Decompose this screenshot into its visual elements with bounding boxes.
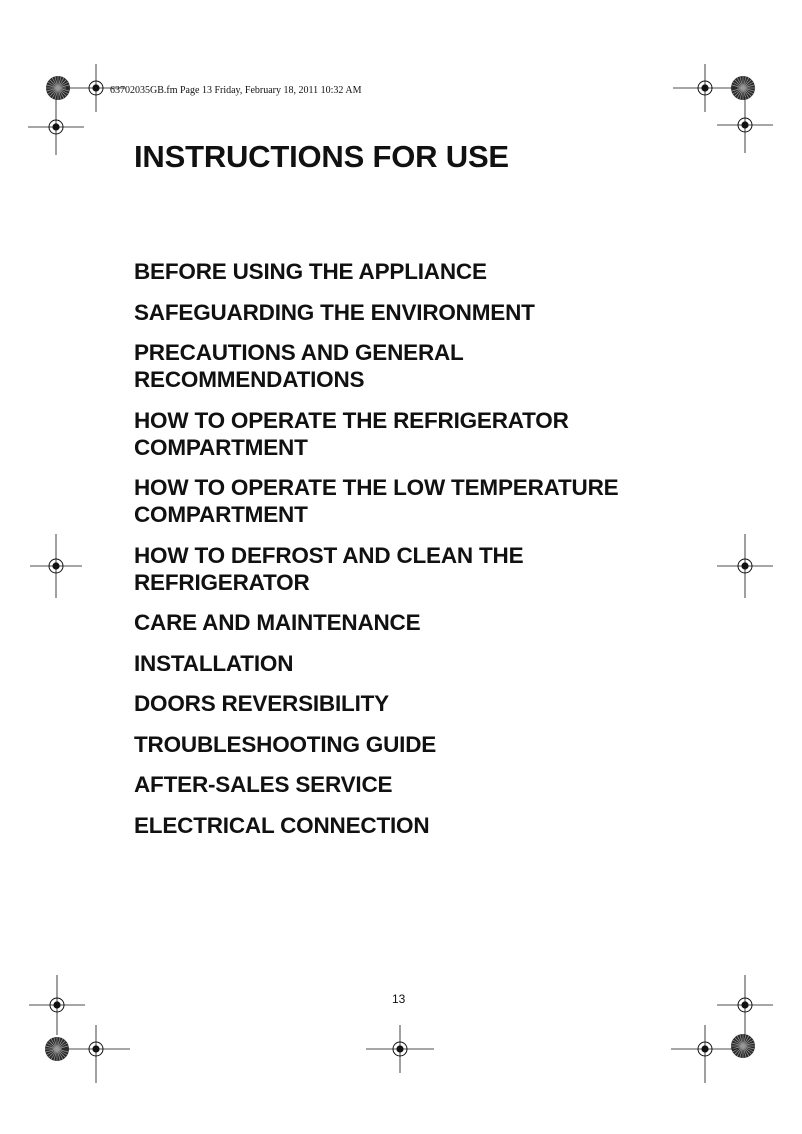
toc-item: ELECTRICAL CONNECTION: [134, 812, 430, 838]
registration-target-icon: [30, 534, 82, 598]
toc-item: HOW TO OPERATE THE REFRIGERATOR COMPARTMENT: [134, 407, 569, 460]
page-title: INSTRUCTIONS FOR USE: [134, 139, 509, 174]
toc-item: HOW TO OPERATE THE LOW TEMPERATURE COMPARTMENT: [134, 475, 619, 527]
registration-target-icon: [28, 99, 84, 155]
registration-target-icon: [671, 1025, 739, 1083]
toc-item: AFTER-SALES SERVICE: [134, 772, 393, 797]
toc-item: CARE AND MAINTENANCE: [134, 610, 421, 635]
toc-item: INSTALLATION: [134, 650, 294, 676]
toc-item: DOORS REVERSIBILITY: [134, 691, 389, 716]
table-of-contents: [134, 258, 694, 852]
print-file-info: 63702035GB.fm Page 13 Friday, February 18, 2011 10:32 AM: [110, 85, 362, 96]
registration-target-icon: [717, 97, 773, 153]
toc-item: TROUBLESHOOTING GUIDE: [134, 731, 437, 757]
page-number: 13: [392, 992, 406, 1006]
toc-item: SAFEGUARDING THE ENVIRONMENT: [134, 299, 535, 325]
registration-target-icon: [366, 1025, 434, 1073]
registration-target-icon: [62, 1025, 130, 1083]
toc-item: PRECAUTIONS AND GENERAL RECOMMENDATIONS: [134, 340, 464, 392]
toc-item: HOW TO DEFROST AND CLEAN THE REFRIGERATOR: [134, 542, 524, 595]
toc-item: BEFORE USING THE APPLIANCE: [134, 259, 487, 284]
registration-target-icon: [717, 534, 773, 598]
